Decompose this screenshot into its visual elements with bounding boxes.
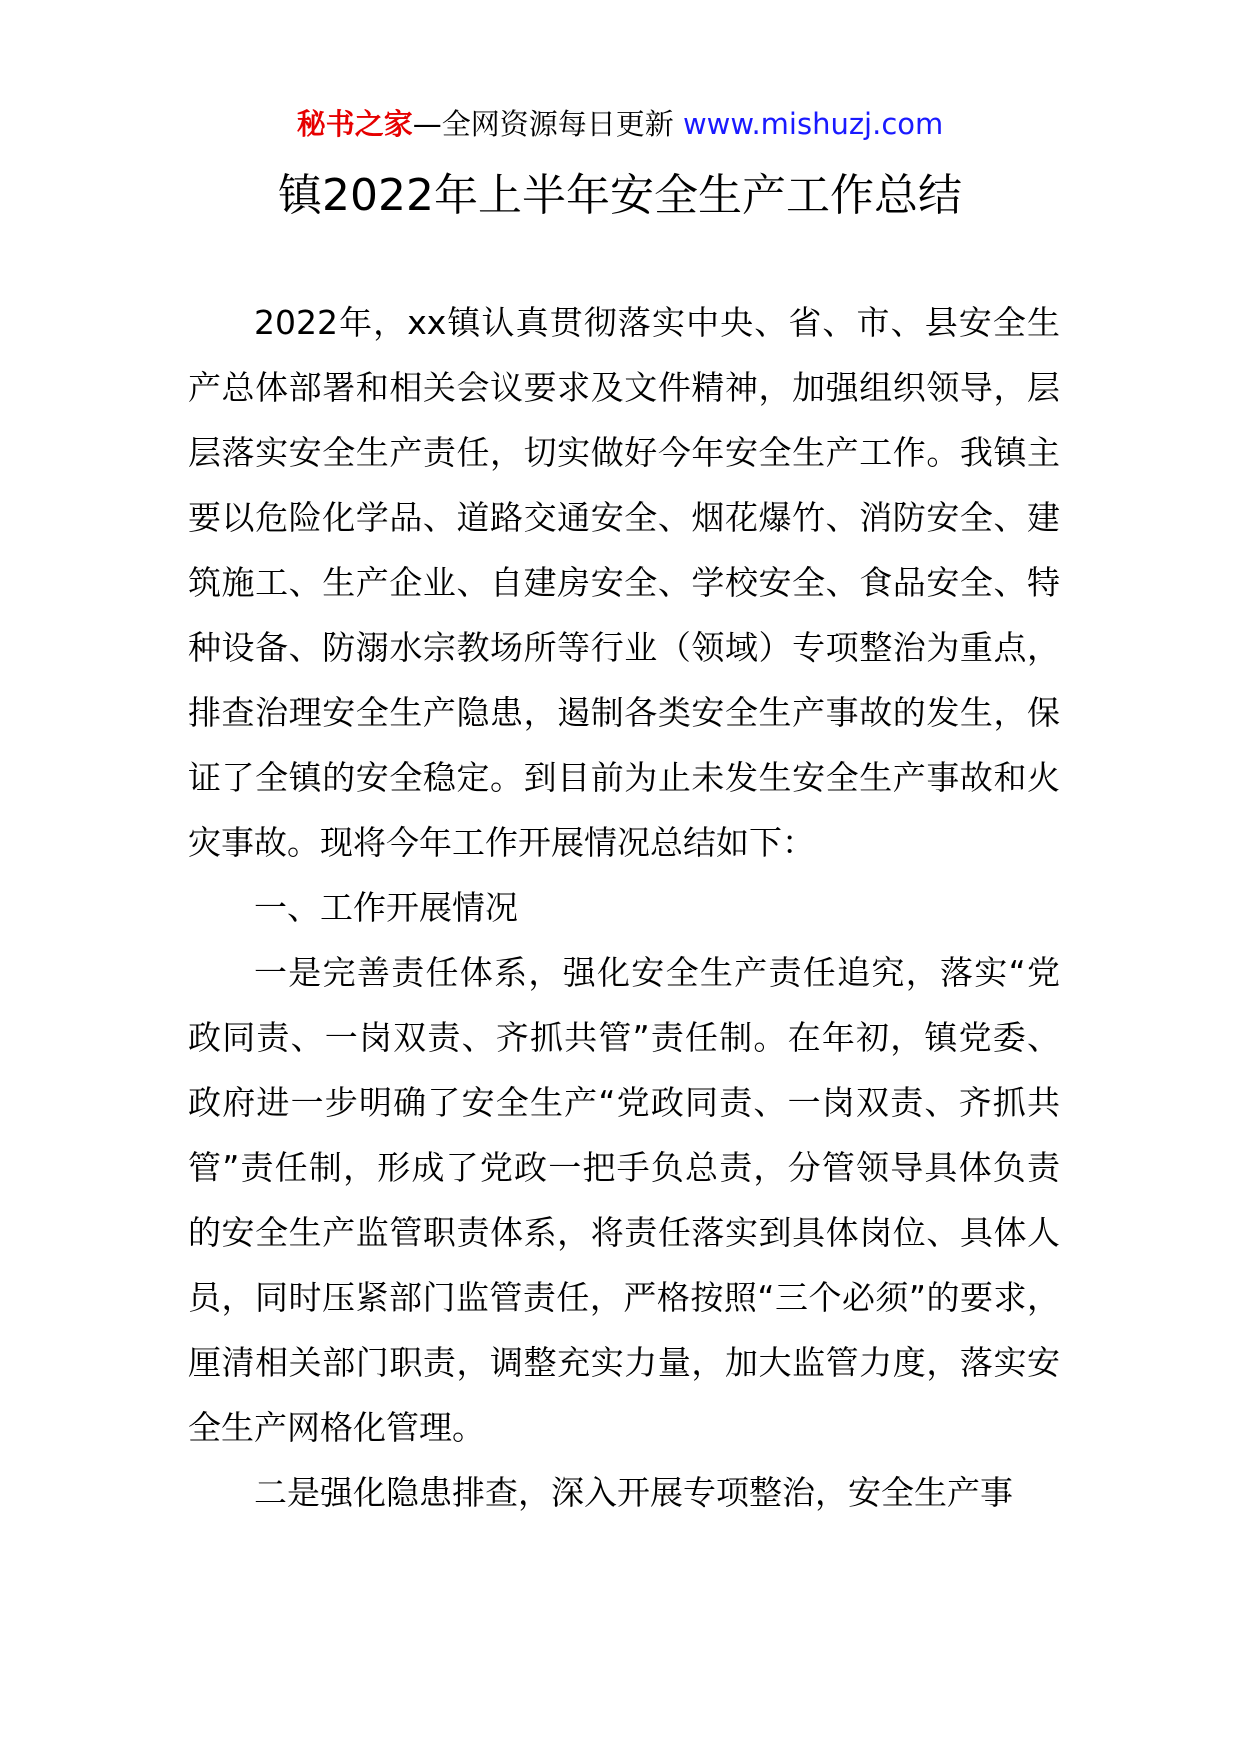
header-tagline: —全网资源每日更新 xyxy=(412,107,683,141)
body-paragraph: 二是强化隐患排查，深入开展专项整治，安全生产事 xyxy=(254,1473,1013,1512)
intro-paragraph: 2022年，xx镇认真贯彻落实中央、省、市、县安全生产总体部署和相关会议要求及文件精神，加强组织领导，层层落实安全生产责任，切实做好今年安全生产工作。我镇主要以危险化学品、道路交通安全、烟花爆竹、消防安全、建筑施工、生产企业、自建房安全、学校安全、食品安全、特种设备、防溺水宗教场所等行业（领域）专项整治为重点，排查治理安全生产隐患，遏制各类安全生产事故的发生，保证了全镇的安全稳定。到目前为止未发生安全生产事故和火灾事故。现将今年工作开展情况总结如下： xyxy=(188,303,1060,862)
site-url: www.mishuzj.com xyxy=(682,107,944,141)
site-header xyxy=(0,104,1240,144)
body-paragraph: 一是完善责任体系，强化安全生产责任追究，落实“党政同责、一岗双责、齐抓共管”责任制。在年初，镇党委、政府进一步明确了安全生产“党政同责、一岗双责、齐抓共管”责任制，形成了党政一把手负总责，分管领导具体负责的安全生产监管职责体系，将责任落实到具体岗位、具体人员，同时压紧部门监管责任，严格按照“三个必须”的要求，厘清相关部门职责，调整充实力量，加大监管力度，落实安全生产网格化管理。 xyxy=(188,953,1060,1447)
document-body xyxy=(188,290,1060,1525)
brand-name: 秘书之家 xyxy=(296,107,413,141)
section-heading: 一、工作开展情况 xyxy=(254,888,518,927)
document-title: 镇2022年上半年安全生产工作总结 xyxy=(278,170,962,221)
